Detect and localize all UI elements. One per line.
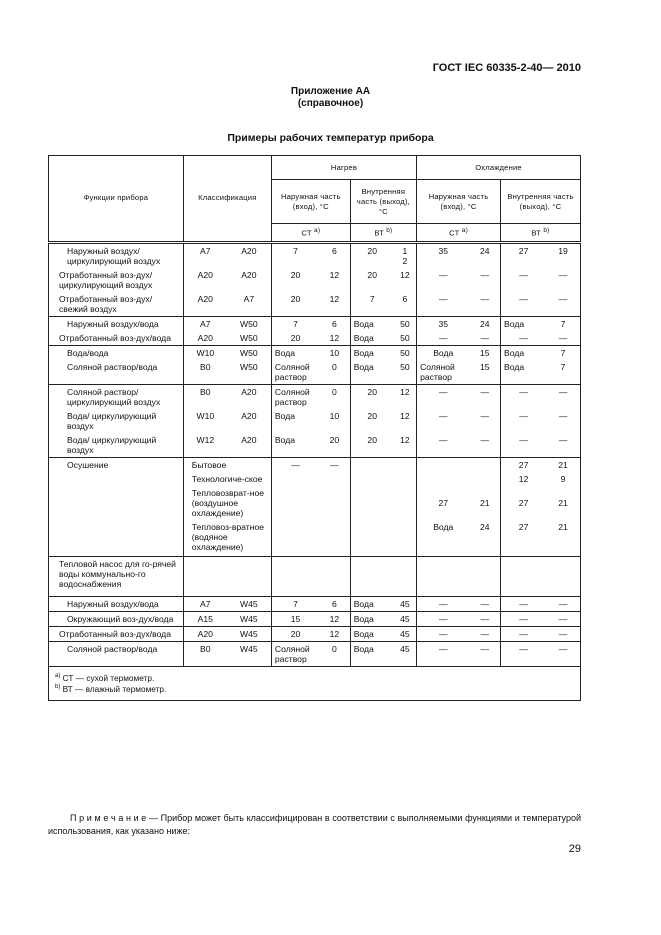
table-cell bbox=[271, 472, 319, 486]
table-cell: 35 bbox=[417, 242, 470, 268]
table-row bbox=[49, 268, 581, 292]
table-cell: 20 bbox=[319, 433, 350, 458]
col-ct: СТ $^{а)}$ bbox=[417, 224, 501, 243]
table-cell: 0 bbox=[319, 641, 350, 666]
table-cell bbox=[417, 472, 470, 486]
table-cell: 20 bbox=[350, 433, 394, 458]
table-cell: — bbox=[469, 268, 500, 292]
annex-subtitle: (справочное) bbox=[297, 98, 364, 109]
table-cell: Вода bbox=[350, 596, 394, 611]
table-cell: 12 bbox=[394, 268, 417, 292]
table-row bbox=[49, 472, 581, 486]
page-number: 29 bbox=[568, 843, 581, 855]
table-footnotes bbox=[49, 666, 581, 701]
table-cell: 50 bbox=[394, 360, 417, 385]
table-cell: Вода bbox=[271, 433, 319, 458]
group-hw4 bbox=[49, 641, 581, 666]
table-row bbox=[49, 433, 581, 458]
table-cell: W45 bbox=[227, 626, 272, 641]
table-cell: Осушение bbox=[49, 457, 184, 472]
table-cell: — bbox=[546, 641, 580, 666]
table-cell bbox=[271, 520, 319, 557]
table-cell: — bbox=[501, 626, 547, 641]
table-cell: — bbox=[469, 384, 500, 409]
table-cell bbox=[49, 666, 581, 701]
table-cell: Бытовое bbox=[183, 457, 271, 472]
table-cell: — bbox=[501, 409, 547, 433]
table-cell: — bbox=[319, 457, 350, 472]
table-cell: 7 bbox=[350, 292, 394, 317]
table-cell: Соляной раствор/вода bbox=[49, 641, 184, 666]
table-cell: Технологиче-ское bbox=[183, 472, 271, 486]
table-cell bbox=[417, 556, 470, 596]
group-air-water bbox=[49, 316, 581, 345]
table-cell: — bbox=[501, 384, 547, 409]
table-cell bbox=[49, 486, 184, 520]
table-cell: — bbox=[417, 626, 470, 641]
table-cell: Вода bbox=[350, 331, 394, 346]
table-cell bbox=[49, 520, 184, 557]
table-cell: — bbox=[469, 641, 500, 666]
table-cell: Вода bbox=[417, 520, 470, 557]
footnote-b: $^{b)}$ ВТ — влажный термометр. bbox=[55, 684, 167, 695]
table-cell bbox=[183, 556, 227, 596]
table-cell: 15 bbox=[469, 360, 500, 385]
table-row bbox=[49, 486, 581, 520]
table-cell: — bbox=[546, 433, 580, 458]
table-cell: 27 bbox=[501, 486, 547, 520]
table-cell: Соляной раствор bbox=[271, 641, 319, 666]
table-cell: Вода bbox=[271, 345, 319, 360]
table-cell: 7 bbox=[546, 360, 580, 385]
table-cell: 20 bbox=[350, 384, 394, 409]
table-cell: 24 bbox=[469, 242, 500, 268]
table-cell: — bbox=[546, 268, 580, 292]
table-cell: 9 bbox=[546, 472, 580, 486]
table-cell: W10 bbox=[183, 345, 227, 360]
table-cell: — bbox=[417, 331, 470, 346]
table-cell: Отработанный воз-дух/вода bbox=[49, 331, 184, 346]
table-cell bbox=[417, 457, 470, 472]
table-cell: Отработанный воз-дух/циркулирующий воздух bbox=[49, 268, 184, 292]
group-air bbox=[49, 242, 581, 316]
group-to-air bbox=[49, 384, 581, 457]
table-cell: Вода bbox=[350, 626, 394, 641]
table-cell: A15 bbox=[183, 611, 227, 626]
table-cell: 20 bbox=[271, 292, 319, 317]
table-cell: — bbox=[417, 641, 470, 666]
table-cell: B0 bbox=[183, 641, 227, 666]
table-cell bbox=[350, 520, 394, 557]
table-cell bbox=[394, 486, 417, 520]
table-cell: — bbox=[501, 596, 547, 611]
table-cell: Тепловозврат-ное (воздушное охлаждение) bbox=[183, 486, 271, 520]
table-cell: A20 bbox=[227, 242, 272, 268]
table-cell: Вода/вода bbox=[49, 345, 184, 360]
group-hw2 bbox=[49, 611, 581, 626]
table-cell: A20 bbox=[227, 433, 272, 458]
table-cell: Вода bbox=[350, 345, 394, 360]
table-row bbox=[49, 384, 581, 409]
table-row bbox=[49, 556, 581, 596]
table-cell: Наружный воздух/вода bbox=[49, 596, 184, 611]
table-row bbox=[49, 626, 581, 641]
table-cell bbox=[227, 556, 272, 596]
table-cell: Тепловоз-вратное (водяное охлаждение) bbox=[183, 520, 271, 557]
table-cell: — bbox=[501, 331, 547, 346]
table-cell: Вода bbox=[501, 360, 547, 385]
table-cell: 35 bbox=[417, 316, 470, 331]
table-cell: 12 bbox=[394, 384, 417, 409]
group-hw3 bbox=[49, 626, 581, 641]
table-cell: 20 bbox=[350, 409, 394, 433]
table-cell: A20 bbox=[183, 626, 227, 641]
table-cell: W50 bbox=[227, 331, 272, 346]
table-cell: — bbox=[417, 433, 470, 458]
table-row bbox=[49, 331, 581, 346]
table-cell: Вода bbox=[350, 611, 394, 626]
table-cell: 21 bbox=[546, 486, 580, 520]
table-row bbox=[49, 611, 581, 626]
col-cool-indoor: Внутренняя часть (выход), °С bbox=[501, 180, 581, 224]
temperatures-table bbox=[48, 155, 581, 701]
table-cell: — bbox=[501, 641, 547, 666]
table-cell: 10 bbox=[319, 345, 350, 360]
table-cell: — bbox=[469, 331, 500, 346]
table-cell: Соляной раствор bbox=[417, 360, 470, 385]
col-class: Классификация bbox=[183, 156, 271, 243]
table-cell: A20 bbox=[227, 409, 272, 433]
table-cell: A7 bbox=[183, 596, 227, 611]
table-cell: 6 bbox=[319, 242, 350, 268]
table-cell bbox=[319, 486, 350, 520]
table-cell: 20 bbox=[271, 268, 319, 292]
table-cell bbox=[469, 457, 500, 472]
table-cell: — bbox=[546, 384, 580, 409]
table-cell: 19 bbox=[546, 242, 580, 268]
table-cell: B0 bbox=[183, 384, 227, 409]
table-cell: — bbox=[469, 611, 500, 626]
table-cell: 12 bbox=[319, 268, 350, 292]
table-cell: W45 bbox=[227, 641, 272, 666]
table-row bbox=[49, 242, 581, 268]
table-cell: 21 bbox=[546, 457, 580, 472]
table-cell: 27 bbox=[501, 457, 547, 472]
table-cell bbox=[394, 472, 417, 486]
table-cell: 45 bbox=[394, 596, 417, 611]
table-cell: — bbox=[546, 292, 580, 317]
table-cell: Тепловой насос для го-рячей воды коммунально-го водоснабжения bbox=[49, 556, 184, 596]
table-cell: — bbox=[501, 433, 547, 458]
table-cell bbox=[350, 486, 394, 520]
table-row bbox=[49, 409, 581, 433]
table-cell: — bbox=[501, 611, 547, 626]
table-row bbox=[49, 596, 581, 611]
table-cell: Вода/ циркулирующий воздух bbox=[49, 409, 184, 433]
table-cell: 12 bbox=[319, 611, 350, 626]
table-cell: — bbox=[417, 611, 470, 626]
table-cell bbox=[469, 472, 500, 486]
table-cell: 15 bbox=[469, 345, 500, 360]
table-cell: — bbox=[417, 384, 470, 409]
table-cell: 45 bbox=[394, 626, 417, 641]
table-title: Примеры рабочих температур прибора bbox=[227, 132, 434, 144]
note-paragraph bbox=[48, 812, 581, 838]
table-cell bbox=[501, 556, 547, 596]
table-cell: Вода bbox=[350, 360, 394, 385]
table-cell bbox=[319, 556, 350, 596]
table-cell: 1 2 bbox=[394, 242, 417, 268]
table-cell bbox=[546, 556, 580, 596]
table-cell: 6 bbox=[319, 316, 350, 331]
table-cell: — bbox=[417, 292, 470, 317]
table-cell: A20 bbox=[183, 268, 227, 292]
table-cell: Наружный воздух/ циркулирующий воздух bbox=[49, 242, 184, 268]
col-bt: ВТ $^{b)}$ bbox=[501, 224, 581, 243]
group-dehumidification bbox=[49, 457, 581, 556]
table-cell: Наружный воздух/вода bbox=[49, 316, 184, 331]
table-cell: 6 bbox=[319, 596, 350, 611]
table-cell: 27 bbox=[417, 486, 470, 520]
col-heating: Нагрев bbox=[271, 156, 416, 180]
table-cell: W10 bbox=[183, 409, 227, 433]
table-cell: A20 bbox=[183, 331, 227, 346]
table-cell: Вода bbox=[350, 316, 394, 331]
table-cell: — bbox=[501, 268, 547, 292]
table-cell: Вода bbox=[417, 345, 470, 360]
table-header bbox=[49, 156, 581, 243]
table-cell: — bbox=[546, 409, 580, 433]
table-cell: 50 bbox=[394, 345, 417, 360]
table-cell: — bbox=[546, 626, 580, 641]
table-cell: 15 bbox=[271, 611, 319, 626]
table-cell: — bbox=[417, 268, 470, 292]
table-cell bbox=[350, 472, 394, 486]
table-cell: — bbox=[501, 292, 547, 317]
table-cell: 24 bbox=[469, 316, 500, 331]
table-cell: Отработанный воз-дух/свежий воздух bbox=[49, 292, 184, 317]
footnote-a: $^{а)}$ СТ — сухой термометр. bbox=[55, 672, 155, 683]
table-cell: 12 bbox=[394, 433, 417, 458]
table-cell: Соляной раствор bbox=[271, 384, 319, 409]
table-row bbox=[49, 457, 581, 472]
table-cell: — bbox=[469, 409, 500, 433]
group-water-water bbox=[49, 345, 581, 384]
table-cell: 12 bbox=[501, 472, 547, 486]
table-cell: 12 bbox=[319, 331, 350, 346]
table-cell: 24 bbox=[469, 520, 500, 557]
table-cell: — bbox=[469, 292, 500, 317]
table-cell: 20 bbox=[271, 626, 319, 641]
table-cell: W50 bbox=[227, 360, 272, 385]
table-cell: 45 bbox=[394, 641, 417, 666]
table-cell: 12 bbox=[319, 292, 350, 317]
col-func: Функции прибора bbox=[49, 156, 184, 243]
table-cell: — bbox=[546, 611, 580, 626]
table-cell: Вода/ циркулирующий воздух bbox=[49, 433, 184, 458]
table-cell: Отработанный воз-дух/вода bbox=[49, 626, 184, 641]
table-cell: 7 bbox=[546, 316, 580, 331]
table-cell: — bbox=[469, 596, 500, 611]
table-row bbox=[49, 641, 581, 666]
table-cell: A7 bbox=[183, 242, 227, 268]
table-cell: W45 bbox=[227, 596, 272, 611]
table-cell bbox=[469, 556, 500, 596]
table-cell bbox=[271, 486, 319, 520]
group-hot-water bbox=[49, 556, 581, 596]
table-cell: W12 bbox=[183, 433, 227, 458]
table-cell: 50 bbox=[394, 331, 417, 346]
table-cell: 6 bbox=[394, 292, 417, 317]
table-row bbox=[49, 345, 581, 360]
table-cell: 7 bbox=[271, 316, 319, 331]
table-cell bbox=[319, 472, 350, 486]
table-cell: Соляной раствор/вода bbox=[49, 360, 184, 385]
table-cell: 21 bbox=[469, 486, 500, 520]
table-cell: 20 bbox=[350, 268, 394, 292]
doc-code: ГОСТ IEC 60335-2-40— 2010 bbox=[432, 62, 581, 74]
table-cell: A20 bbox=[227, 268, 272, 292]
table-cell: Окружающий воз-дух/вода bbox=[49, 611, 184, 626]
table-cell: 0 bbox=[319, 360, 350, 385]
table-cell: 20 bbox=[271, 331, 319, 346]
table-cell: Соляной раствор bbox=[271, 360, 319, 385]
table-cell bbox=[394, 520, 417, 557]
table-cell: W50 bbox=[227, 316, 272, 331]
col-ct: СТ $^{а)}$ bbox=[271, 224, 350, 243]
table-cell: Соляной раствор/ циркулирующий воздух bbox=[49, 384, 184, 409]
table-cell: A7 bbox=[227, 292, 272, 317]
table-cell: Вода bbox=[501, 345, 547, 360]
table-cell bbox=[394, 457, 417, 472]
table-cell: 10 bbox=[319, 409, 350, 433]
annex-title: Приложение АА bbox=[290, 86, 371, 97]
table-cell: 7 bbox=[271, 242, 319, 268]
table-cell: 27 bbox=[501, 242, 547, 268]
table-cell: — bbox=[469, 433, 500, 458]
group-hw1 bbox=[49, 596, 581, 611]
table-row bbox=[49, 292, 581, 317]
table-cell: — bbox=[417, 596, 470, 611]
table-cell: Вода bbox=[350, 641, 394, 666]
table-row bbox=[49, 360, 581, 385]
table-row bbox=[49, 520, 581, 557]
table-cell: 7 bbox=[271, 596, 319, 611]
table-cell: B0 bbox=[183, 360, 227, 385]
table-cell: 45 bbox=[394, 611, 417, 626]
annex-heading bbox=[0, 86, 661, 110]
table-cell: — bbox=[469, 626, 500, 641]
note-label: П р и м е ч а н и е bbox=[70, 813, 147, 823]
table-cell: — bbox=[417, 409, 470, 433]
table-cell: 0 bbox=[319, 384, 350, 409]
table-cell bbox=[394, 556, 417, 596]
table-cell: A20 bbox=[227, 384, 272, 409]
table-cell: — bbox=[271, 457, 319, 472]
col-bt: ВТ $^{b)}$ bbox=[350, 224, 416, 243]
table-cell bbox=[271, 556, 319, 596]
table-cell: W45 bbox=[227, 611, 272, 626]
table-cell: 27 bbox=[501, 520, 547, 557]
table-cell: W50 bbox=[227, 345, 272, 360]
table-cell: Вода bbox=[501, 316, 547, 331]
table-cell: A7 bbox=[183, 316, 227, 331]
table-cell: 7 bbox=[546, 345, 580, 360]
table-row bbox=[49, 316, 581, 331]
table-cell: Вода bbox=[271, 409, 319, 433]
col-cooling: Охлаждение bbox=[417, 156, 581, 180]
table-cell: A20 bbox=[183, 292, 227, 317]
col-cool-outdoor: Наружная часть (вход), °С bbox=[417, 180, 501, 224]
table-cell bbox=[350, 556, 394, 596]
col-heat-indoor: Внутренняя часть (выход), °С bbox=[350, 180, 416, 224]
table-cell bbox=[350, 457, 394, 472]
note-text: — Прибор может быть классифицирован в соответствии с выполняемыми функциями и температурой использования, как указано ниже: bbox=[48, 813, 581, 836]
table-cell: 50 bbox=[394, 316, 417, 331]
col-heat-outdoor: Наружная часть (вход), °С bbox=[271, 180, 350, 224]
table-cell: 21 bbox=[546, 520, 580, 557]
table-cell: 12 bbox=[394, 409, 417, 433]
table-cell: — bbox=[546, 331, 580, 346]
table-cell: 12 bbox=[319, 626, 350, 641]
table-cell: 20 bbox=[350, 242, 394, 268]
table-cell bbox=[319, 520, 350, 557]
table-cell bbox=[49, 472, 184, 486]
table-cell: — bbox=[546, 596, 580, 611]
